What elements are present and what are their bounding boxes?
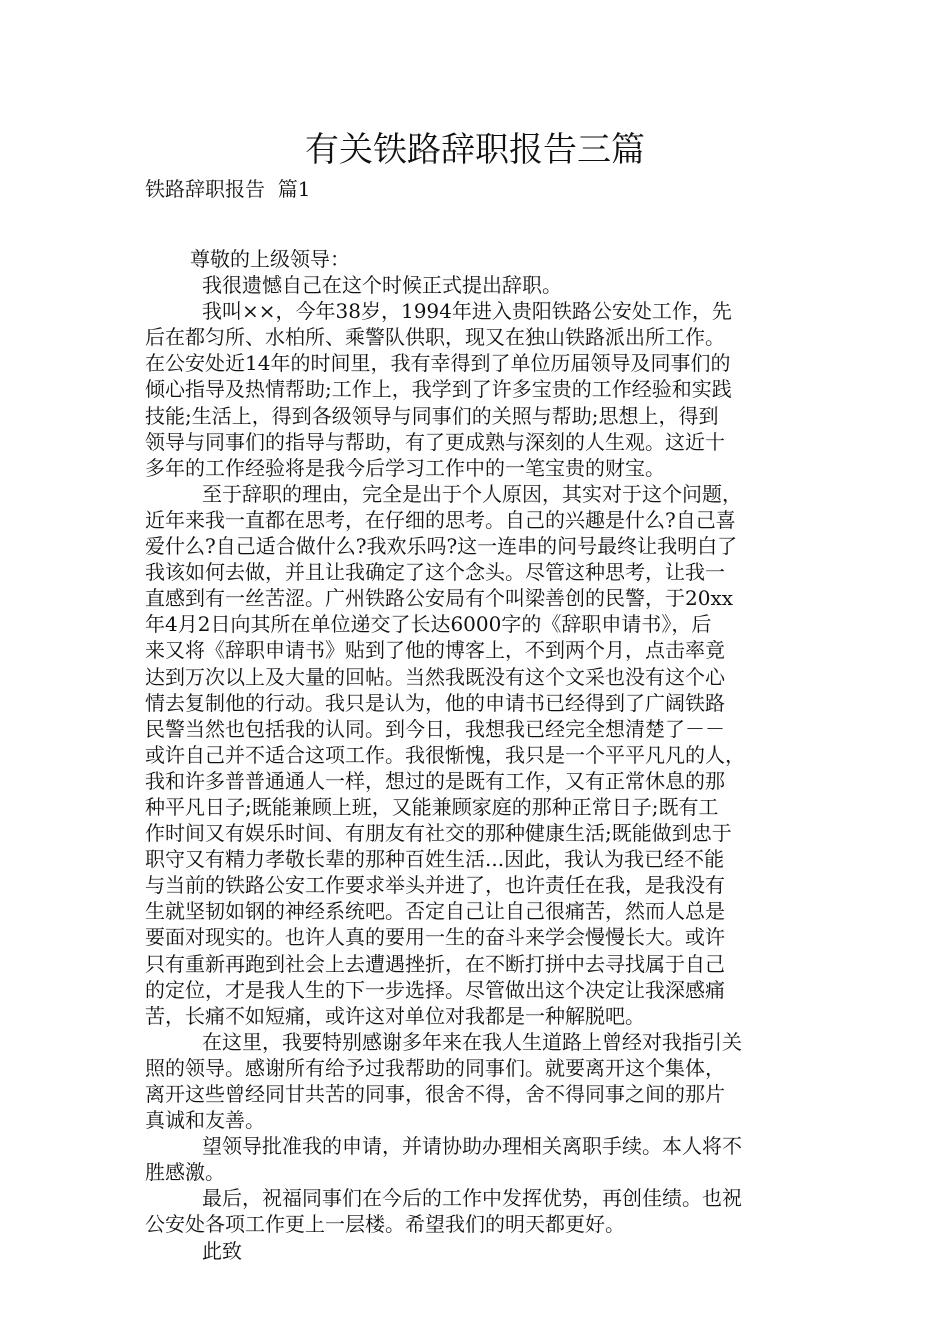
salutation: 尊敬的上级领导：	[190, 247, 350, 271]
paragraph-line: 公安处各项工作更上一层楼。希望我们的明天都更好。	[145, 1212, 625, 1237]
paragraph-line: 在这里，我要特别感谢多年来在我人生道路上曾经对我指引关	[202, 1029, 742, 1054]
paragraph-line: 情去复制他的行动。我只是认为，他的申请书已经得到了广阔铁路	[145, 690, 725, 715]
paragraph-line: 望领导批准我的申请，并请协助办理相关离职手续。本人将不	[202, 1134, 742, 1159]
paragraph-line: 只有重新再跑到社会上去遭遇挫折，在不断打拼中去寻找属于自己	[145, 951, 725, 976]
paragraph-line: 我该如何去做，并且让我确定了这个念头。尽管这种思考，让我一	[145, 560, 725, 585]
paragraph-line: 直感到有一丝苦涩。广州铁路公安局有个叫梁善创的民警，于20xx	[145, 586, 734, 611]
paragraph-line: 照的领导。感谢所有给予过我帮助的同事们。就要离开这个集体，	[145, 1055, 725, 1080]
paragraph-line: 真诚和友善。	[145, 1108, 265, 1133]
document-title: 有关铁路辞职报告三篇	[305, 130, 645, 170]
paragraph-line: 或许自己并不适合这项工作。我很惭愧，我只是一个平平凡凡的人，	[145, 742, 745, 767]
paragraph-line: 我很遗憾自己在这个时候正式提出辞职。	[202, 273, 562, 298]
paragraph-line: 胜感激。	[145, 1160, 225, 1185]
paragraph-line: 技能;生活上，得到各级领导与同事们的关照与帮助;思想上，得到	[145, 403, 719, 428]
section-heading: 铁路辞职报告 篇1	[145, 177, 311, 201]
paragraph-line: 种平凡日子;既能兼顾上班，又能兼顾家庭的那种正常日子;既有工	[145, 794, 719, 819]
paragraph-line: 最后，祝福同事们在今后的工作中发挥优势，再创佳绩。也祝	[202, 1186, 742, 1211]
paragraph-line: 与当前的铁路公安工作要求举头并进了，也许责任在我，是我没有	[145, 873, 725, 898]
paragraph-line: 倾心指导及热情帮助;工作上，我学到了许多宝贵的工作经验和实践	[145, 377, 732, 402]
paragraph-line: 爱什么?自己适合做什么?我欢乐吗?这一连串的问号最终让我明白了	[145, 534, 738, 559]
paragraph-line: 年4月2日向其所在单位递交了长达6000字的《辞职申请书》，后	[145, 612, 712, 637]
paragraph-line: 多年的工作经验将是我今后学习工作中的一笔宝贵的财宝。	[145, 455, 665, 480]
paragraph-line: 达到万次以上及大量的回帖。当然我既没有这个文采也没有这个心	[145, 664, 725, 689]
paragraph-line: 我叫××，今年38岁，1994年进入贵阳铁路公安处工作，先	[202, 299, 732, 324]
paragraph-line: 离开这些曾经同甘共苦的同事，很舍不得，舍不得同事之间的那片	[145, 1082, 725, 1106]
letter-body	[145, 246, 815, 1264]
paragraph-line: 来又将《辞职申请书》贴到了他的博客上，不到两个月，点击率竟	[145, 638, 725, 663]
paragraph-line: 生就坚韧如钢的神经系统吧。否定自己让自己很痛苦，然而人总是	[145, 899, 725, 924]
closing-line: 此致	[202, 1238, 242, 1263]
paragraph-line: 近年来我一直都在思考，在仔细的思考。自己的兴趣是什么?自己喜	[145, 507, 736, 532]
paragraph-line: 我和许多普普通通人一样，想过的是既有工作，又有正常休息的那	[145, 768, 725, 793]
paragraph-line: 在公安处近14年的时间里，我有幸得到了单位历届领导及同事们的	[145, 351, 731, 376]
paragraph-line: 民警当然也包括我的认同。到今日，我想我已经完全想清楚了－－	[145, 716, 725, 741]
paragraph-line: 要面对现实的。也许人真的要用一生的奋斗来学会慢慢长大。或许	[145, 925, 725, 950]
paragraph-line: 的定位，才是我人生的下一步选择。尽管做出这个决定让我深感痛	[145, 977, 725, 1002]
paragraph-line: 作时间又有娱乐时间、有朋友有社交的那种健康生活;既能做到忠于	[145, 821, 732, 846]
paragraph-line: 领导与同事们的指导与帮助，有了更成熟与深刻的人生观。这近十	[145, 429, 725, 454]
paragraph-line: 至于辞职的理由，完全是出于个人原因，其实对于这个问题，	[202, 481, 742, 506]
paragraph-line: 职守又有精力孝敬长辈的那种百姓生活...因此，我认为我已经不能	[145, 847, 725, 872]
paragraph-line: 苦，长痛不如短痛，或许这对单位对我都是一种解脱吧。	[145, 1003, 645, 1028]
paragraph-line: 后在都匀所、水柏所、乘警队供职，现又在独山铁路派出所工作。	[145, 325, 725, 350]
